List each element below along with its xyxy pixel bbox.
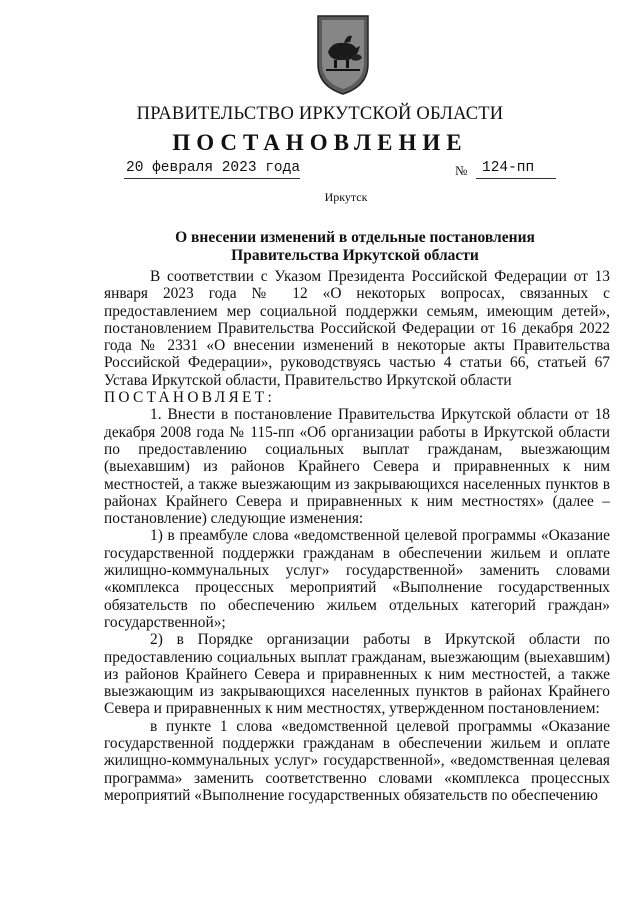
number-label: № (455, 163, 468, 178)
document-type-title: ПОСТАНОВЛЕНИЕ (172, 130, 468, 155)
document-subject: О внесении изменений в отдельные постановления Правительства Иркутской области (175, 229, 535, 264)
city-name: Иркутск (324, 190, 368, 204)
document-date: 20 февраля 2023 года (126, 160, 301, 176)
government-name: ПРАВИТЕЛЬСТВО ИРКУТСКОЙ ОБЛАСТИ (136, 104, 504, 124)
item-1-1-paragraph: 1) в преамбуле слова «ведомственной целевой программы «Оказание государственной поддержки гражданам в обеспечении жильем и оплате жилищно-коммунальных услуг» государственной» заменить словами «комплекса процессных мероприятий «Выполнение государственных обязательств по обеспечению жильем отдельных категорий граждан» государственной»; (104, 527, 610, 631)
item-1-2-a-paragraph: в пункте 1 слова «ведомственной целевой программы «Оказание государственной поддержки гражданам в обеспечении жильем и оплате жилищно-коммунальных услуг» государственной», «ведомственная целевая программа» заменить соответственно словами «комплекса процессных мероприятий «Выполнение государственных обязательств по обеспечению (104, 717, 610, 804)
document-number: 124-пп (482, 160, 535, 176)
item-1-2-paragraph: 2) в Порядке организации работы в Иркутской области по предоставлению социальных выплат гражданам, выезжающим (выехавшим) из районов Крайнего Севера и приравненных к ним местностей, а также выезжающим из закрывающихся населенных пунктов в районах Крайнего Севера и приравненных к ним местностях, утвержденном постановлением: (104, 631, 610, 718)
document-body (104, 268, 610, 804)
resolves-heading: ПОСТАНОВЛЯЕТ: (104, 389, 276, 407)
intro-paragraph: В соответствии с Указом Президента Российской Федерации от 13 января 2023 года № 12 «О некоторых вопросах, связанных с предоставлением мер социальной поддержки семьям, имеющим детей», постановлением Правительства Российской Федерации от 16 декабря 2022 года № 2331 «О внесении изменений в некоторые акты Правительства Российской Федерации», руководствуясь частью 4 статьи 66, статьей 67 Устава Иркутской области, Правительство Иркутской области (104, 268, 610, 389)
number-underline (476, 178, 556, 179)
date-underline (124, 178, 300, 179)
coat-of-arms-icon (314, 12, 372, 96)
item-1-paragraph: 1. Внести в постановление Правительства Иркутской области от 18 декабря 2008 года № 115-пп «Об организации работы в Иркутской области по предоставлению социальных выплат гражданам, выезжающим (выехавшим) из районов Крайнего Севера и приравненных к ним местностей, а также выезжающим из закрывающихся населенных пунктов в районах Крайнего Севера и приравненных к ним местностях» (далее – постановление) следующие изменения: (104, 406, 610, 528)
